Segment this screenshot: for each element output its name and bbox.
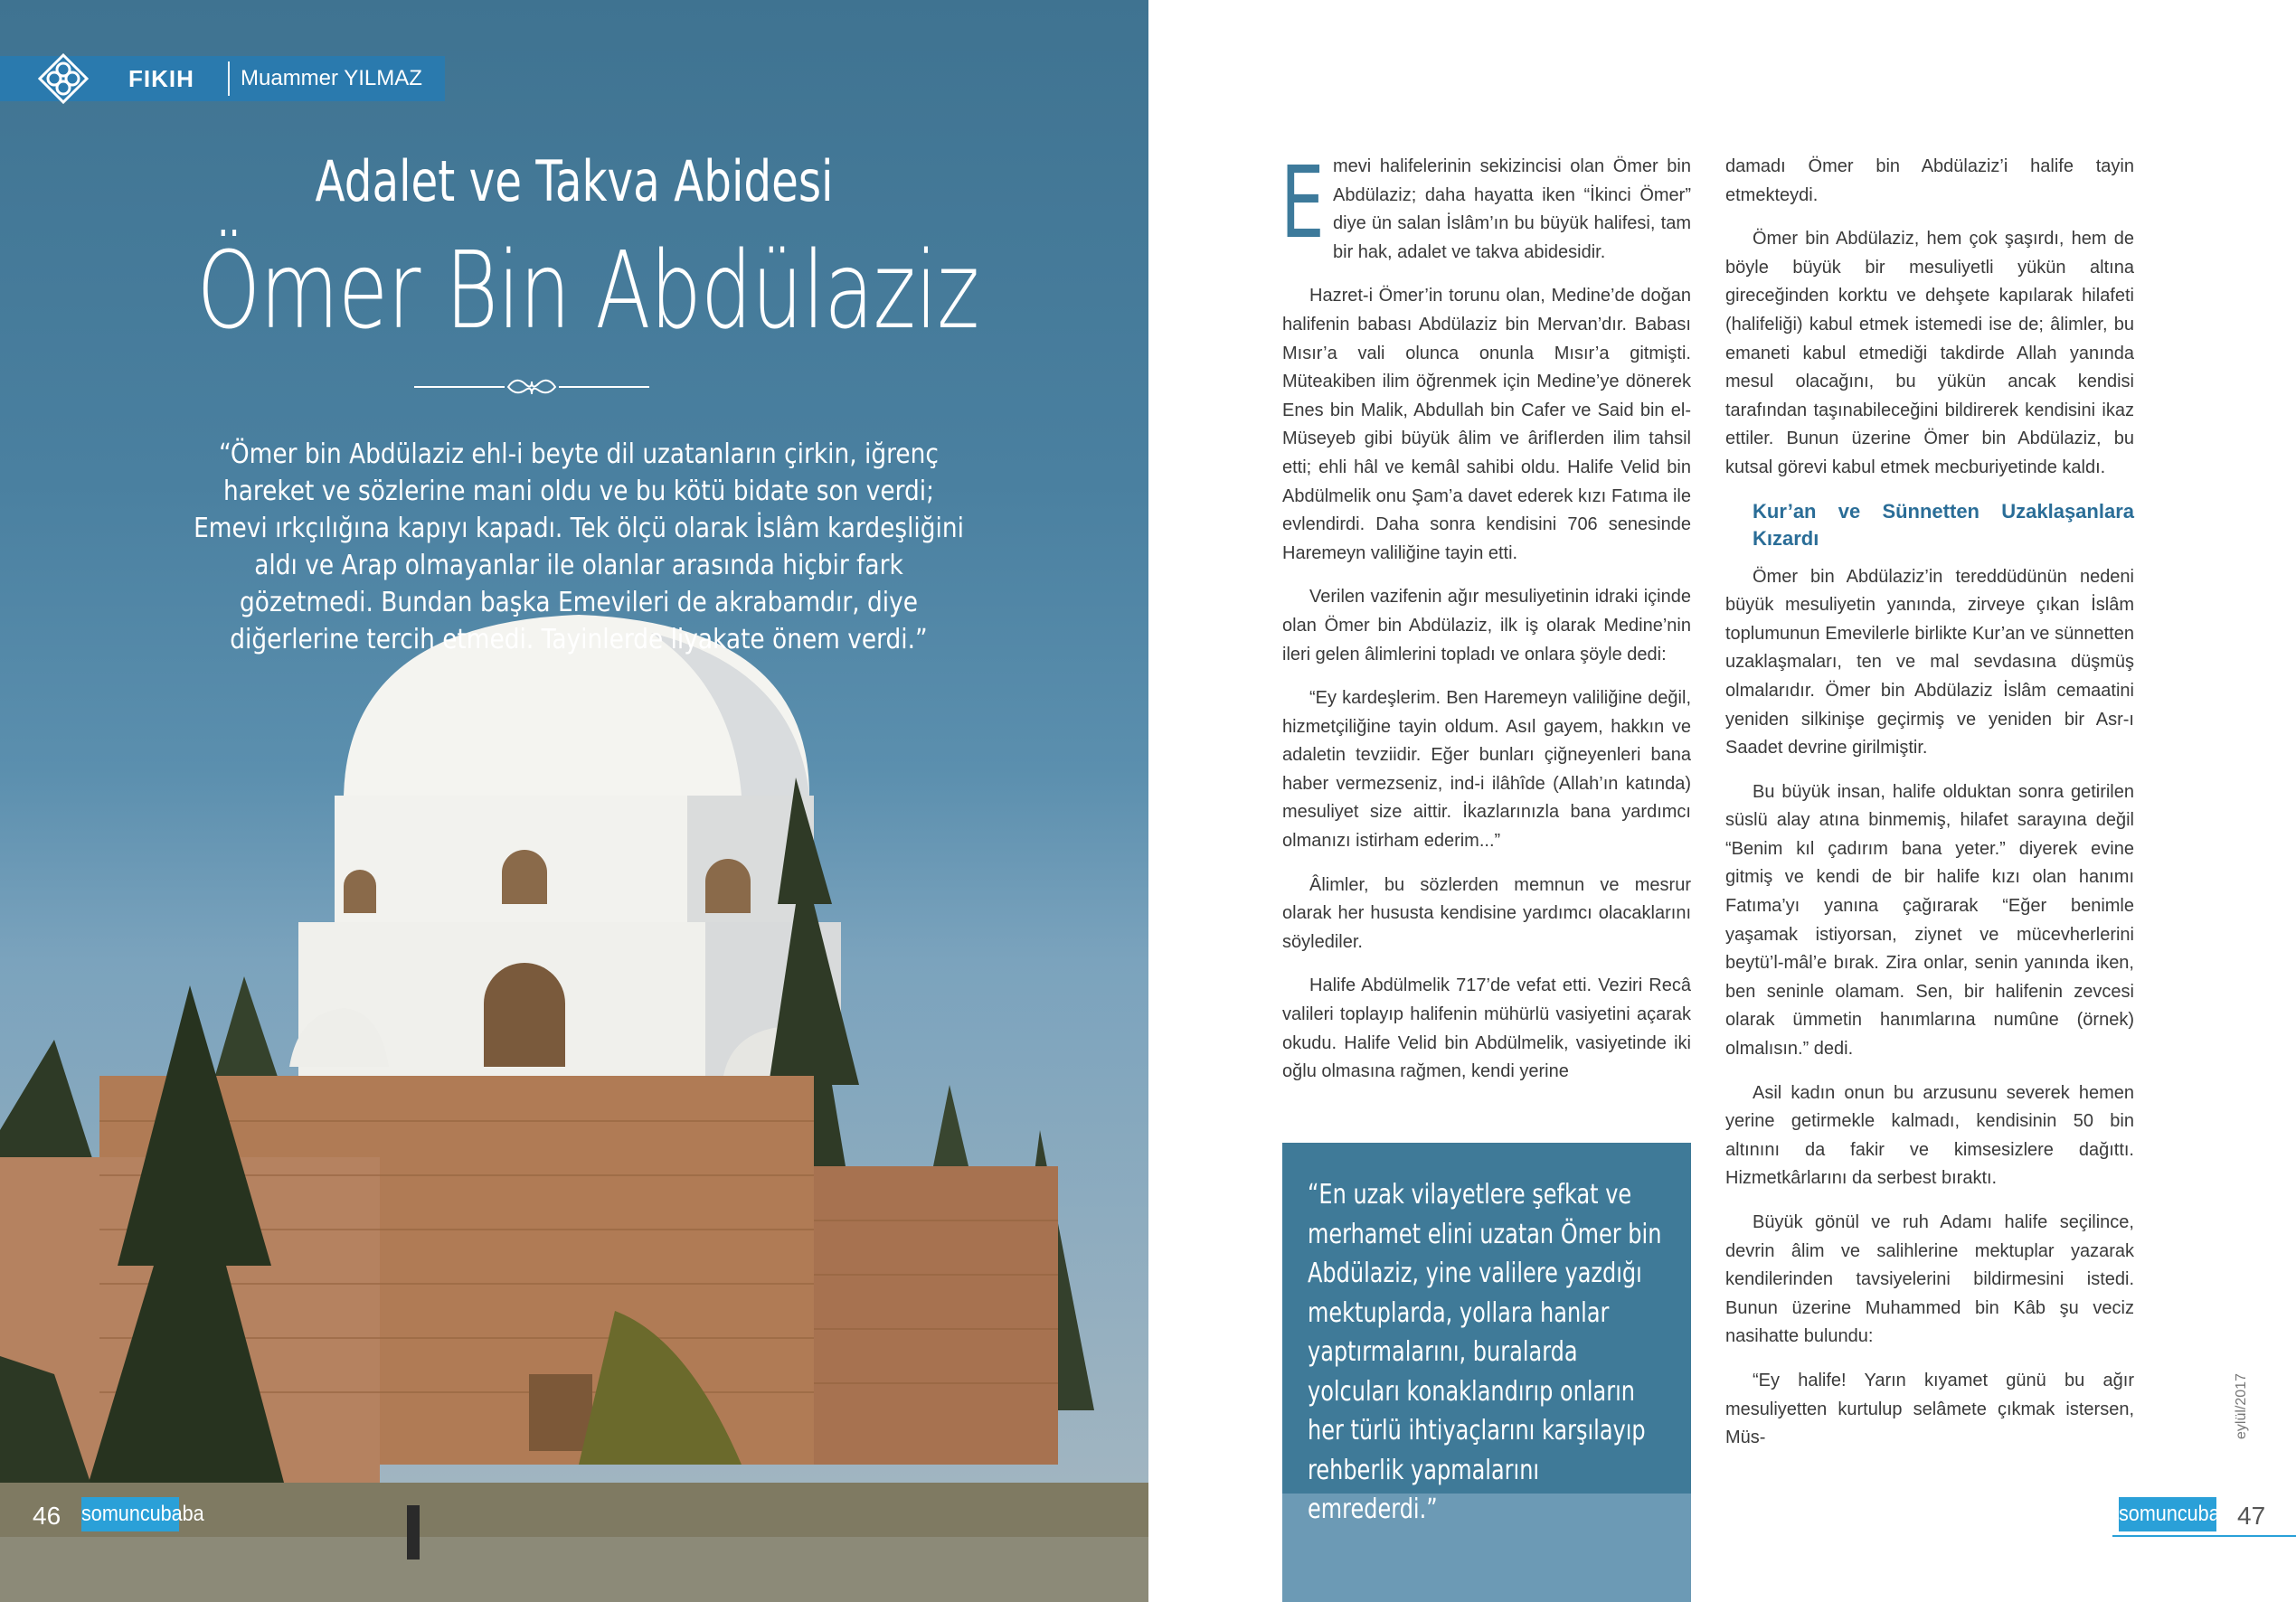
diamond-ornament-icon xyxy=(38,53,89,104)
article-title: Ömer Bin Abdülaziz xyxy=(196,228,979,353)
title-ornament-icon xyxy=(414,372,649,400)
lead-quote: “Ömer bin Abdülaziz ehl-i beyte dil uzatanların çirkin, iğrenç hareket ve sözlerine mani oldu ve bu kötü bidate son verdi; Emevi ırkçılığına kapıyı kapadı. Tek ölçü olarak İslâm kardeşliğini aldı ve Arap olmayanlar ile olanlar arasında hiçbir fark gözetmedi. Bundan başka Emevileri de akrabamdır, diye diğerlerine tercih etmedi. Tayinlerde liyakate önem verdi.” xyxy=(194,438,964,655)
text-column-2 xyxy=(1725,153,2134,1468)
paragraph: Halife Abdülmelik 717’de vefat etti. Veziri Recâ valileri toplayıp halifenin mühürlü vasiyetini açarak okudu. Halife Velid bin Abdülmelik, vasiyetinde iki oğlu olmasına rağmen, kendi yerine xyxy=(1282,975,1691,1082)
pull-quote-box xyxy=(1282,1143,1691,1602)
paragraph-text: mevi halifelerinin sekizincisi olan Ömer bin Abdülaziz; daha hayatta iken “İkinci Ömer” diye ün salan İslâm’ın bu büyük halifesi, tam bir hak, adalet ve takva abidesidir. xyxy=(1333,156,1691,262)
paragraph xyxy=(1280,145,1691,267)
text-column-1 xyxy=(1280,145,1691,1102)
paragraph: Asil kadın onun bu arzusunu severek hemen yerine getirmekle kalmadı, kendisinin 50 bin altınını da fakir ve kimsesizlere dağıttı. Hizmetkârlarını da serbest bıraktı. xyxy=(1725,1082,2134,1189)
magazine-logo-right: somuncubaba xyxy=(2119,1497,2216,1531)
issue-date: eylül/2017 xyxy=(2234,1373,2249,1439)
paragraph: “Ey kardeşlerim. Ben Haremeyn valiliğine değil, hizmetçiliğine tayin oldum. Asıl gayem, hakkın ve adaletin tevziidir. Eğer bunları çiğneyenleri bana haber vermezseniz, ind-i ilâhîde (Allah’ın katında) mesuliyet size aittir. İkazlarınızla bana yardımcı olmanızı istirham ederim...” xyxy=(1282,688,1691,852)
page-number-right: 47 xyxy=(2237,1502,2266,1530)
paragraph: Ömer bin Abdülaziz’in tereddüdünün nedeni büyük mesuliyetin yanında, zirveye çıkan İslâm toplumunun Emevilerle birlikte Kur’an ve sünnetten uzaklaşmaları, ten ve mal sevdasına düşmüş olmalarıdır. Ömer bin Abdülaziz İslâm cemaatini yeniden silkinişe geçirmiş ve yeniden bir Asr-ı Saadet devrine girilmiştir. xyxy=(1725,566,2134,759)
magazine-logo-left: somuncubaba xyxy=(81,1497,179,1531)
paragraph: Âlimler, bu sözlerden memnun ve mesrur olarak her hususta kendisine yardımcı olacaklarını söylediler. xyxy=(1282,874,1691,952)
section-tag xyxy=(0,56,445,101)
article-kicker: Adalet ve Takva Abidesi xyxy=(315,148,834,214)
folio-rule xyxy=(2112,1535,2296,1537)
paragraph: Ömer bin Abdülaziz, hem çok şaşırdı, hem de böyle büyük bir mesuliyetli yükün altına gireceğinden korktu ve dehşete kapılarak hilafeti (halifeliği) kabul etmek istemedi ise de; âlimler, bu emaneti kabul etmediği takdirde Allah yanında mesul olacağını, bu yükün ancak kendisi tarafından taşınabileceğini bildirerek kendisini ikaz ettiler. Bunun üzerine Ömer bin Abdülaziz, bu kutsal görevi kabul etmek mecburiyetinde kaldı. xyxy=(1725,229,2134,477)
paragraph: Verilen vazifenin ağır mesuliyetinin idraki içinde olan Ömer bin Abdülaziz, ilk iş olarak Medine’nin ileri gelen âlimlerini topladı ve onlara şöyle dedi: xyxy=(1282,587,1691,664)
paragraph: Hazret-i Ömer’in torunu olan, Medine’de doğan halifenin babası Abdülaziz bin Mervan’dır. Babası Mısır’a vali olunca onunla Mısır’a gitmişti. Müteakiben ilim öğrenmek için Medine’ye dönerek Enes bin Malik, Abdullah bin Cafer ve Said bin el-Müseyeb gibi büyük âlim ve ârifIerden ilim tahsil etti; ehli hâl ve kemâl sahibi oldu. Halife Velid bin Abdülmelik onu Şam’a davet ederek kızı Fatıma ile evlendirdi. Daha sonra kendisini 706 senesinde Haremeyn valiliğine tayin etti. xyxy=(1282,286,1691,563)
pull-quote: “En uzak vilayetlere şefkat ve merhamet elini uzatan Ömer bin Abdülaziz, yine valilere yazdığı mektuplarda, yollara hanlar yaptırmalarını, buralarda yolcuları konaklandırıp onların her türlü ihtiyaçlarını karşılayıp rehberlik yapmalarını emrederdi.” xyxy=(1308,1179,1662,1525)
drop-cap: E xyxy=(1280,145,1325,260)
paragraph: damadı Ömer bin Abdülaziz’i halife tayin etmekteydi. xyxy=(1725,156,2134,205)
section-separator xyxy=(228,61,230,96)
right-page xyxy=(1148,0,2296,1602)
paragraph: Bu büyük insan, halife olduktan sonra getirilen süslü alay atına binmemiş, hilafet sarayına değil “Benim kıl çadırım bana yeter.” diyerek evine gitmiş ve kendi de bir halife kızı olan hanımı Fatıma’yı yanına çağırarak “Eğer benimle yaşamak istiyorsan, ziynet ve mücevherlerini beytü’l-mâl’e bırak. Zira onlar, senin yanında iken, ben seninle olamam. Sen, bir halifenin zevcesi olarak ümmetin hanımlarına numûne (örnek) olmalısın.” dedi. xyxy=(1725,781,2134,1060)
author-name: Muammer YILMAZ xyxy=(241,66,422,90)
page-number-left: 46 xyxy=(33,1502,61,1530)
paragraph: Büyük gönül ve ruh Adamı halife seçilince, devrin âlim ve salihlerine mektuplar yazarak kendilerinden tavsiyelerini bildirmesini istedi. Bunun üzerine Muhammed bin Kâb şu veciz nasihatte bulundu: xyxy=(1725,1212,2134,1347)
paragraph: “Ey halife! Yarın kıyamet günü bu ağır mesuliyetten kurtulup selâmete çıkmak istersen, Müs- xyxy=(1725,1370,2134,1448)
subheading: Kur’an ve Sünnetten Uzaklaşanlara Kızardı xyxy=(1753,499,2134,550)
section-name: FIKIH xyxy=(128,65,194,92)
